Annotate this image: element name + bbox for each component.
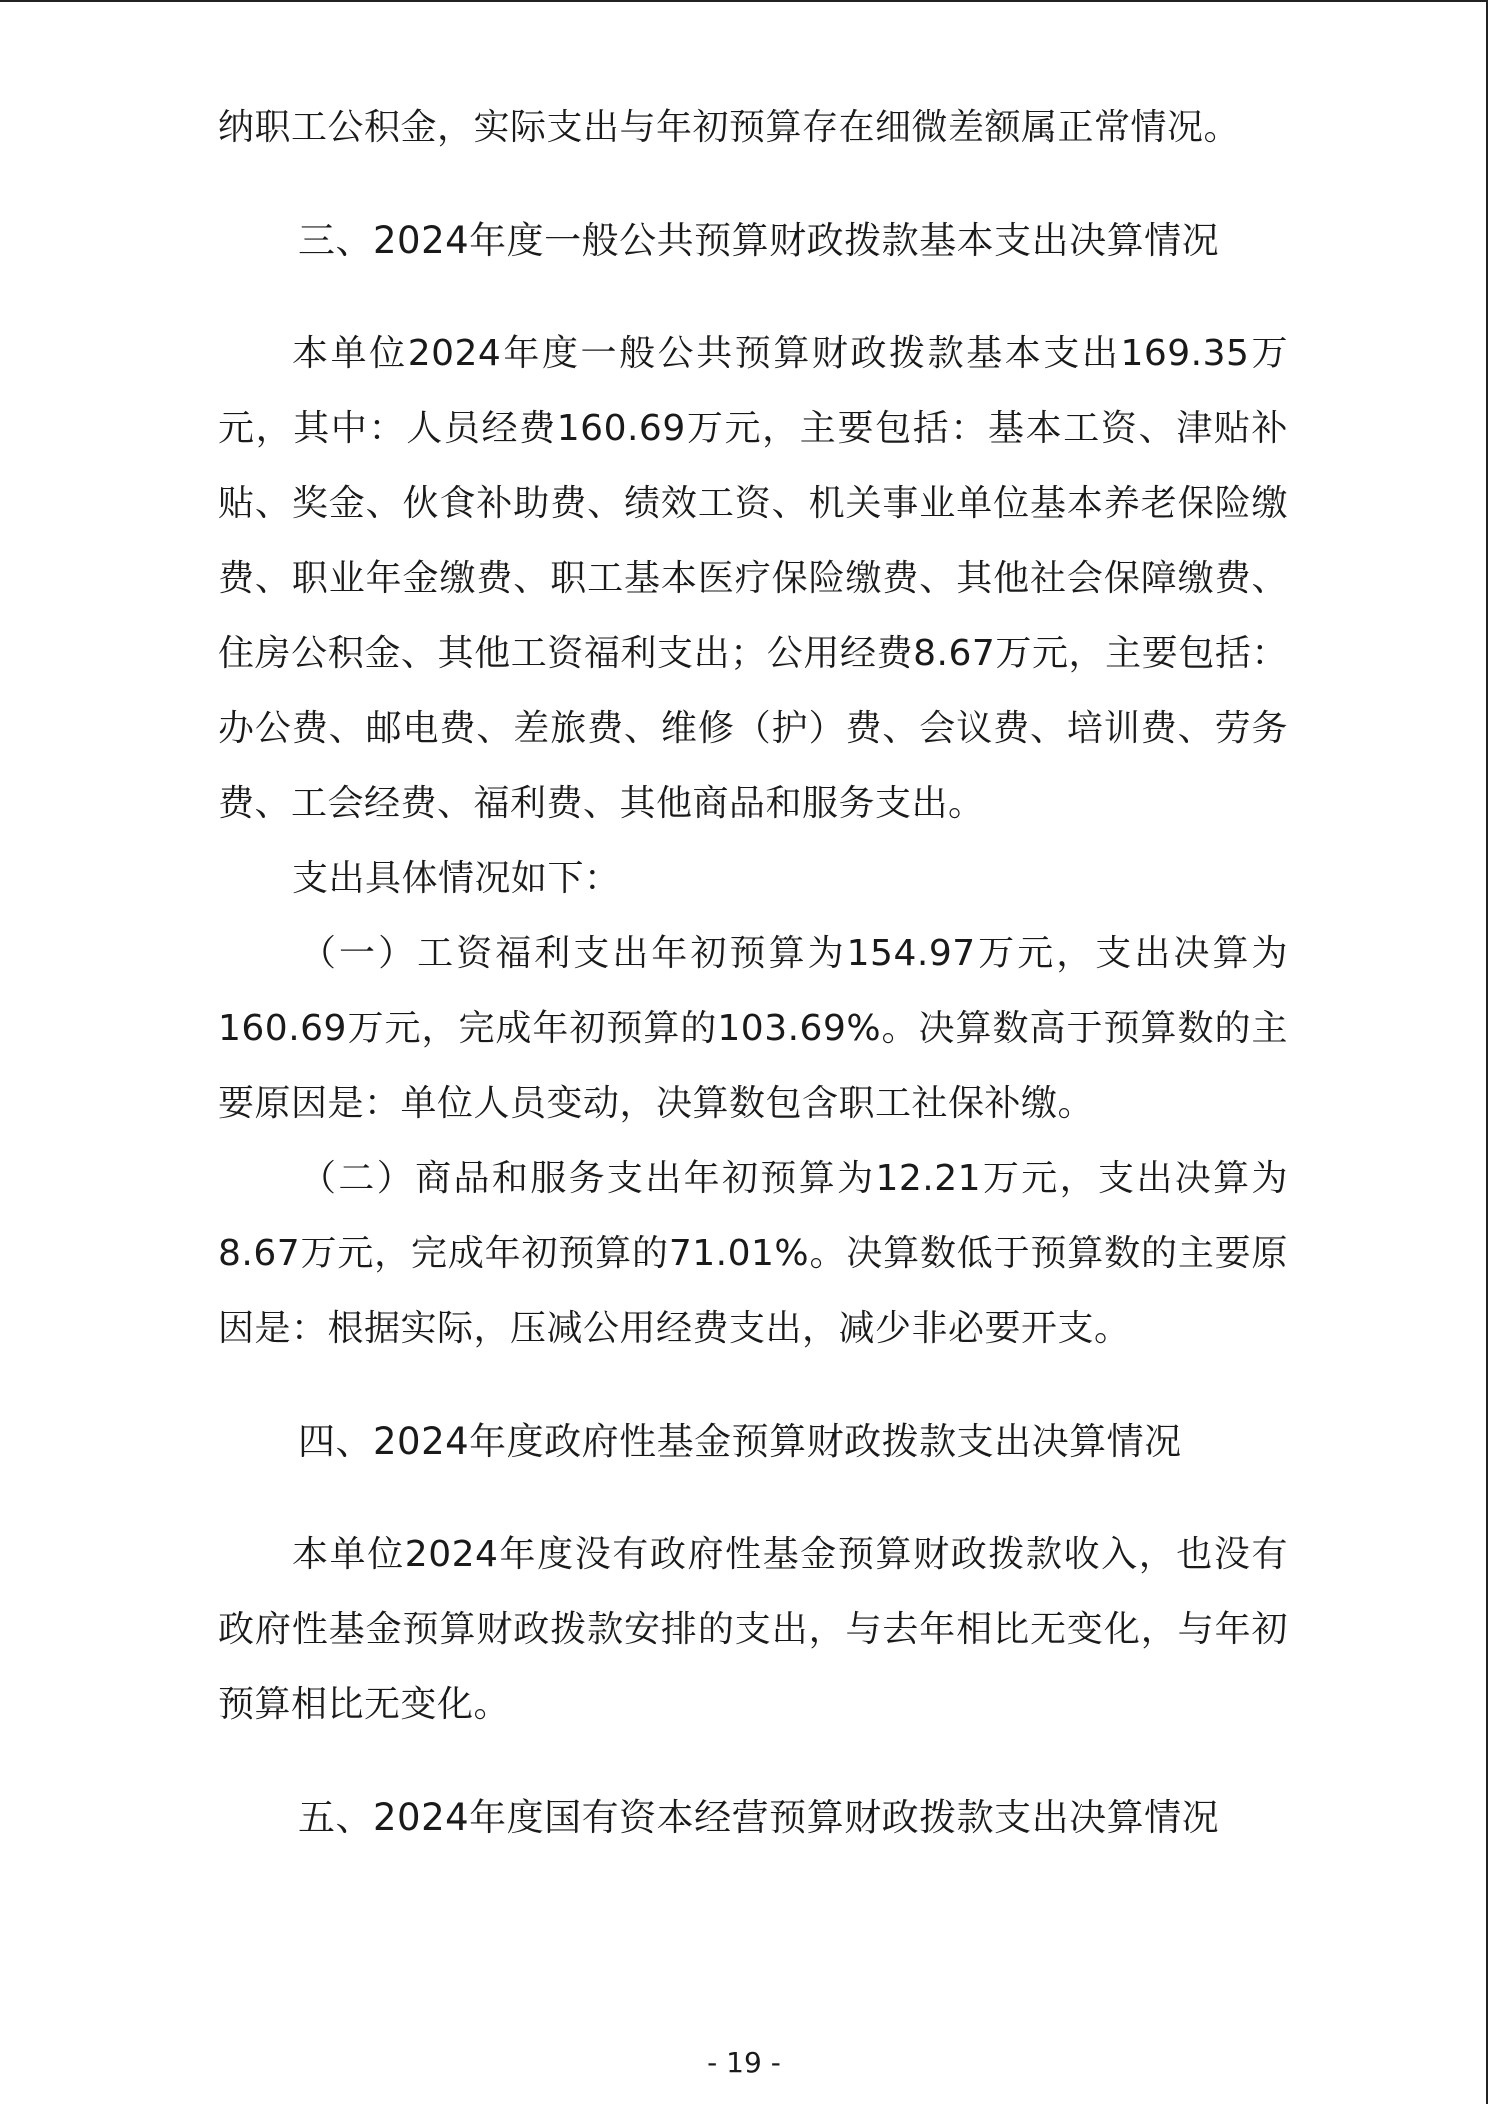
page-top-border <box>0 0 1488 2</box>
section-heading-3: 三、2024年度一般公共预算财政拨款基本支出决算情况 <box>298 219 1220 262</box>
section-heading-4: 四、2024年度政府性基金预算财政拨款支出决算情况 <box>298 1420 1182 1463</box>
goods-services-paragraph: （二）商品和服务支出年初预算为12.21万元，支出决算为8.67万元，完成年初预算的71.01%。决算数低于预算数的主要原因是：根据实际，压减公用经费支出，减少非必要开支。 <box>218 1158 1288 1349</box>
document-body <box>218 90 1288 1855</box>
basic-expenditure-paragraph: 本单位2024年度一般公共预算财政拨款基本支出169.35万元，其中：人员经费160.69万元，主要包括：基本工资、津贴补贴、奖金、伙食补助费、绩效工资、机关事业单位基本养老保险缴费、职业年金缴费、职工基本医疗保险缴费、其他社会保障缴费、住房公积金、其他工资福利支出；公用经费8.67万元，主要包括：办公费、邮电费、差旅费、维修（护）费、会议费、培训费、劳务费、工会经费、福利费、其他商品和服务支出。 <box>218 333 1288 824</box>
continued-paragraph: 纳职工公积金，实际支出与年初预算存在细微差额属正常情况。 <box>218 107 1241 148</box>
section-heading-5: 五、2024年度国有资本经营预算财政拨款支出决算情况 <box>298 1796 1220 1839</box>
page-number: - 19 - <box>707 2046 781 2079</box>
salary-welfare-paragraph: （一）工资福利支出年初预算为154.97万元，支出决算为160.69万元，完成年初预算的103.69%。决算数高于预算数的主要原因是：单位人员变动，决算数包含职工社保补缴。 <box>218 933 1288 1124</box>
expenditure-details-intro: 支出具体情况如下： <box>292 858 621 899</box>
government-fund-paragraph: 本单位2024年度没有政府性基金预算财政拨款收入，也没有政府性基金预算财政拨款安排的支出，与去年相比无变化，与年初预算相比无变化。 <box>218 1534 1288 1725</box>
